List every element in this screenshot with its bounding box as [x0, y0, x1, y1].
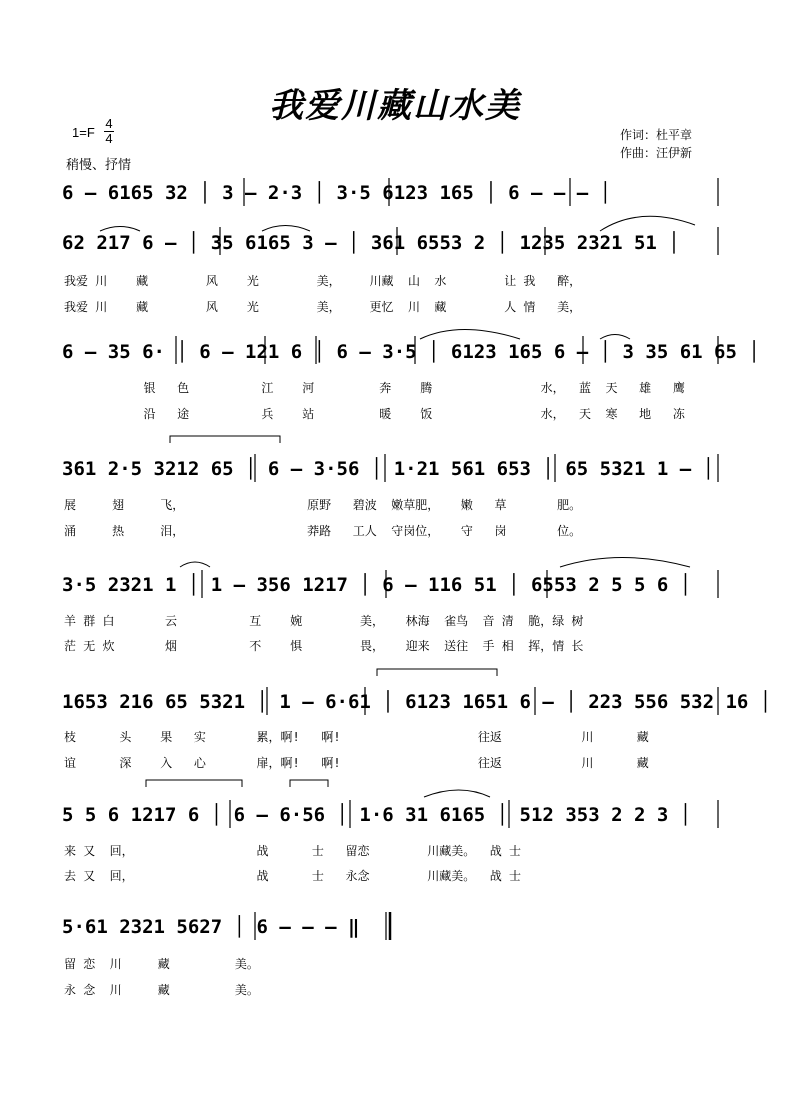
song-title: 我爱川藏山水美	[269, 86, 521, 126]
score-row-5: 3·5 2321 1 │ 1 – 356 1217 │ 6 – 116 51 │ 6553 2 5 5 6 │	[62, 574, 692, 596]
score-row-6: 1653 216 65 5321 │ 1 – 6·61 │ 6123 1651 6 – │ 223 556 532 16 │	[62, 691, 772, 713]
lyricist-credit: 作词：杜平章	[620, 128, 693, 142]
lyrics-row-8-verse-2: 永 念 川 藏 美。	[64, 983, 259, 997]
time-numerator: 4	[105, 116, 113, 131]
lyrics-row-5-verse-1: 羊 群 白 云 互 婉 美， 林海 雀鸟 音 清 脆，绿 树	[64, 614, 584, 628]
score-row-1: 6 – 6165 32 │ 3 – 2·3 │ 3·5 6123 165 │ 6 – – – │	[62, 182, 612, 204]
lyrics-row-3-verse-2: 沿 途 兵 站 暖 饭 水， 天 寒 地 冻	[64, 407, 685, 421]
lyrics-row-4-verse-1: 展 翅 飞， 原野 碧波 嫩草肥， 嫩 草 肥。	[64, 498, 582, 512]
lyrics-row-7-verse-1: 来 又 回， 战 士 留恋 川藏美。 战 士	[64, 844, 521, 858]
lyrics-row-3-verse-1: 银 色 江 河 奔 腾 水， 蓝 天 雄 鹰	[64, 381, 685, 395]
score-row-3: 6 – 35 6· │ 6 – 121 6 │ 6 – 3·5 │ 6123 165 6 – │ 3 35 61 65 │	[62, 341, 760, 363]
score-row-2: 62 217 6 – │ 35 6165 3 – │ 361 6553 2 │ 1235 2321 51 │	[62, 232, 680, 254]
score-row-4: 361 2·5 3212 65 │ 6 – 3·56 │ 1·21 561 653 │ 65 5321 1 – │	[62, 458, 715, 480]
lyrics-row-2-verse-2: 我爱 川 藏 风 光 美， 更忆 川 藏 人 情 美，	[64, 300, 582, 314]
lyrics-row-6-verse-1: 枝 头 果 实 累，啊! 啊! 往返 川 藏	[64, 730, 649, 744]
key-signature: 1=F	[72, 125, 95, 140]
composer-credit: 作曲：汪伊新	[620, 146, 693, 160]
time-denominator: 4	[105, 131, 113, 146]
lyrics-row-2-verse-1: 我爱 川 藏 风 光 美， 川藏 山 水 让 我 醉，	[64, 274, 582, 288]
lyrics-row-8-verse-1: 留 恋 川 藏 美。	[64, 957, 259, 971]
lyrics-row-4-verse-2: 涌 热 泪， 莽路 工人 守岗位， 守 岗 位。	[64, 524, 582, 538]
score-row-7: 5 5 6 1217 6 │ 6 – 6·56 │ 1·6 31 6165 │ 512 353 2 2 3 │	[62, 804, 692, 826]
tempo-marking: 稍慢、抒情	[66, 158, 132, 173]
lyrics-row-6-verse-2: 谊 深 入 心 扉，啊! 啊! 往返 川 藏	[64, 756, 649, 770]
lyrics-row-7-verse-2: 去 又 回， 战 士 永念 川藏美。 战 士	[64, 869, 521, 883]
lyrics-row-5-verse-2: 茫 无 炊 烟 不 惧 畏， 迎来 送往 手 相 挥，情 长	[64, 639, 584, 653]
score-row-8: 5·61 2321 5627 │ 6 – – – ‖	[62, 916, 360, 938]
